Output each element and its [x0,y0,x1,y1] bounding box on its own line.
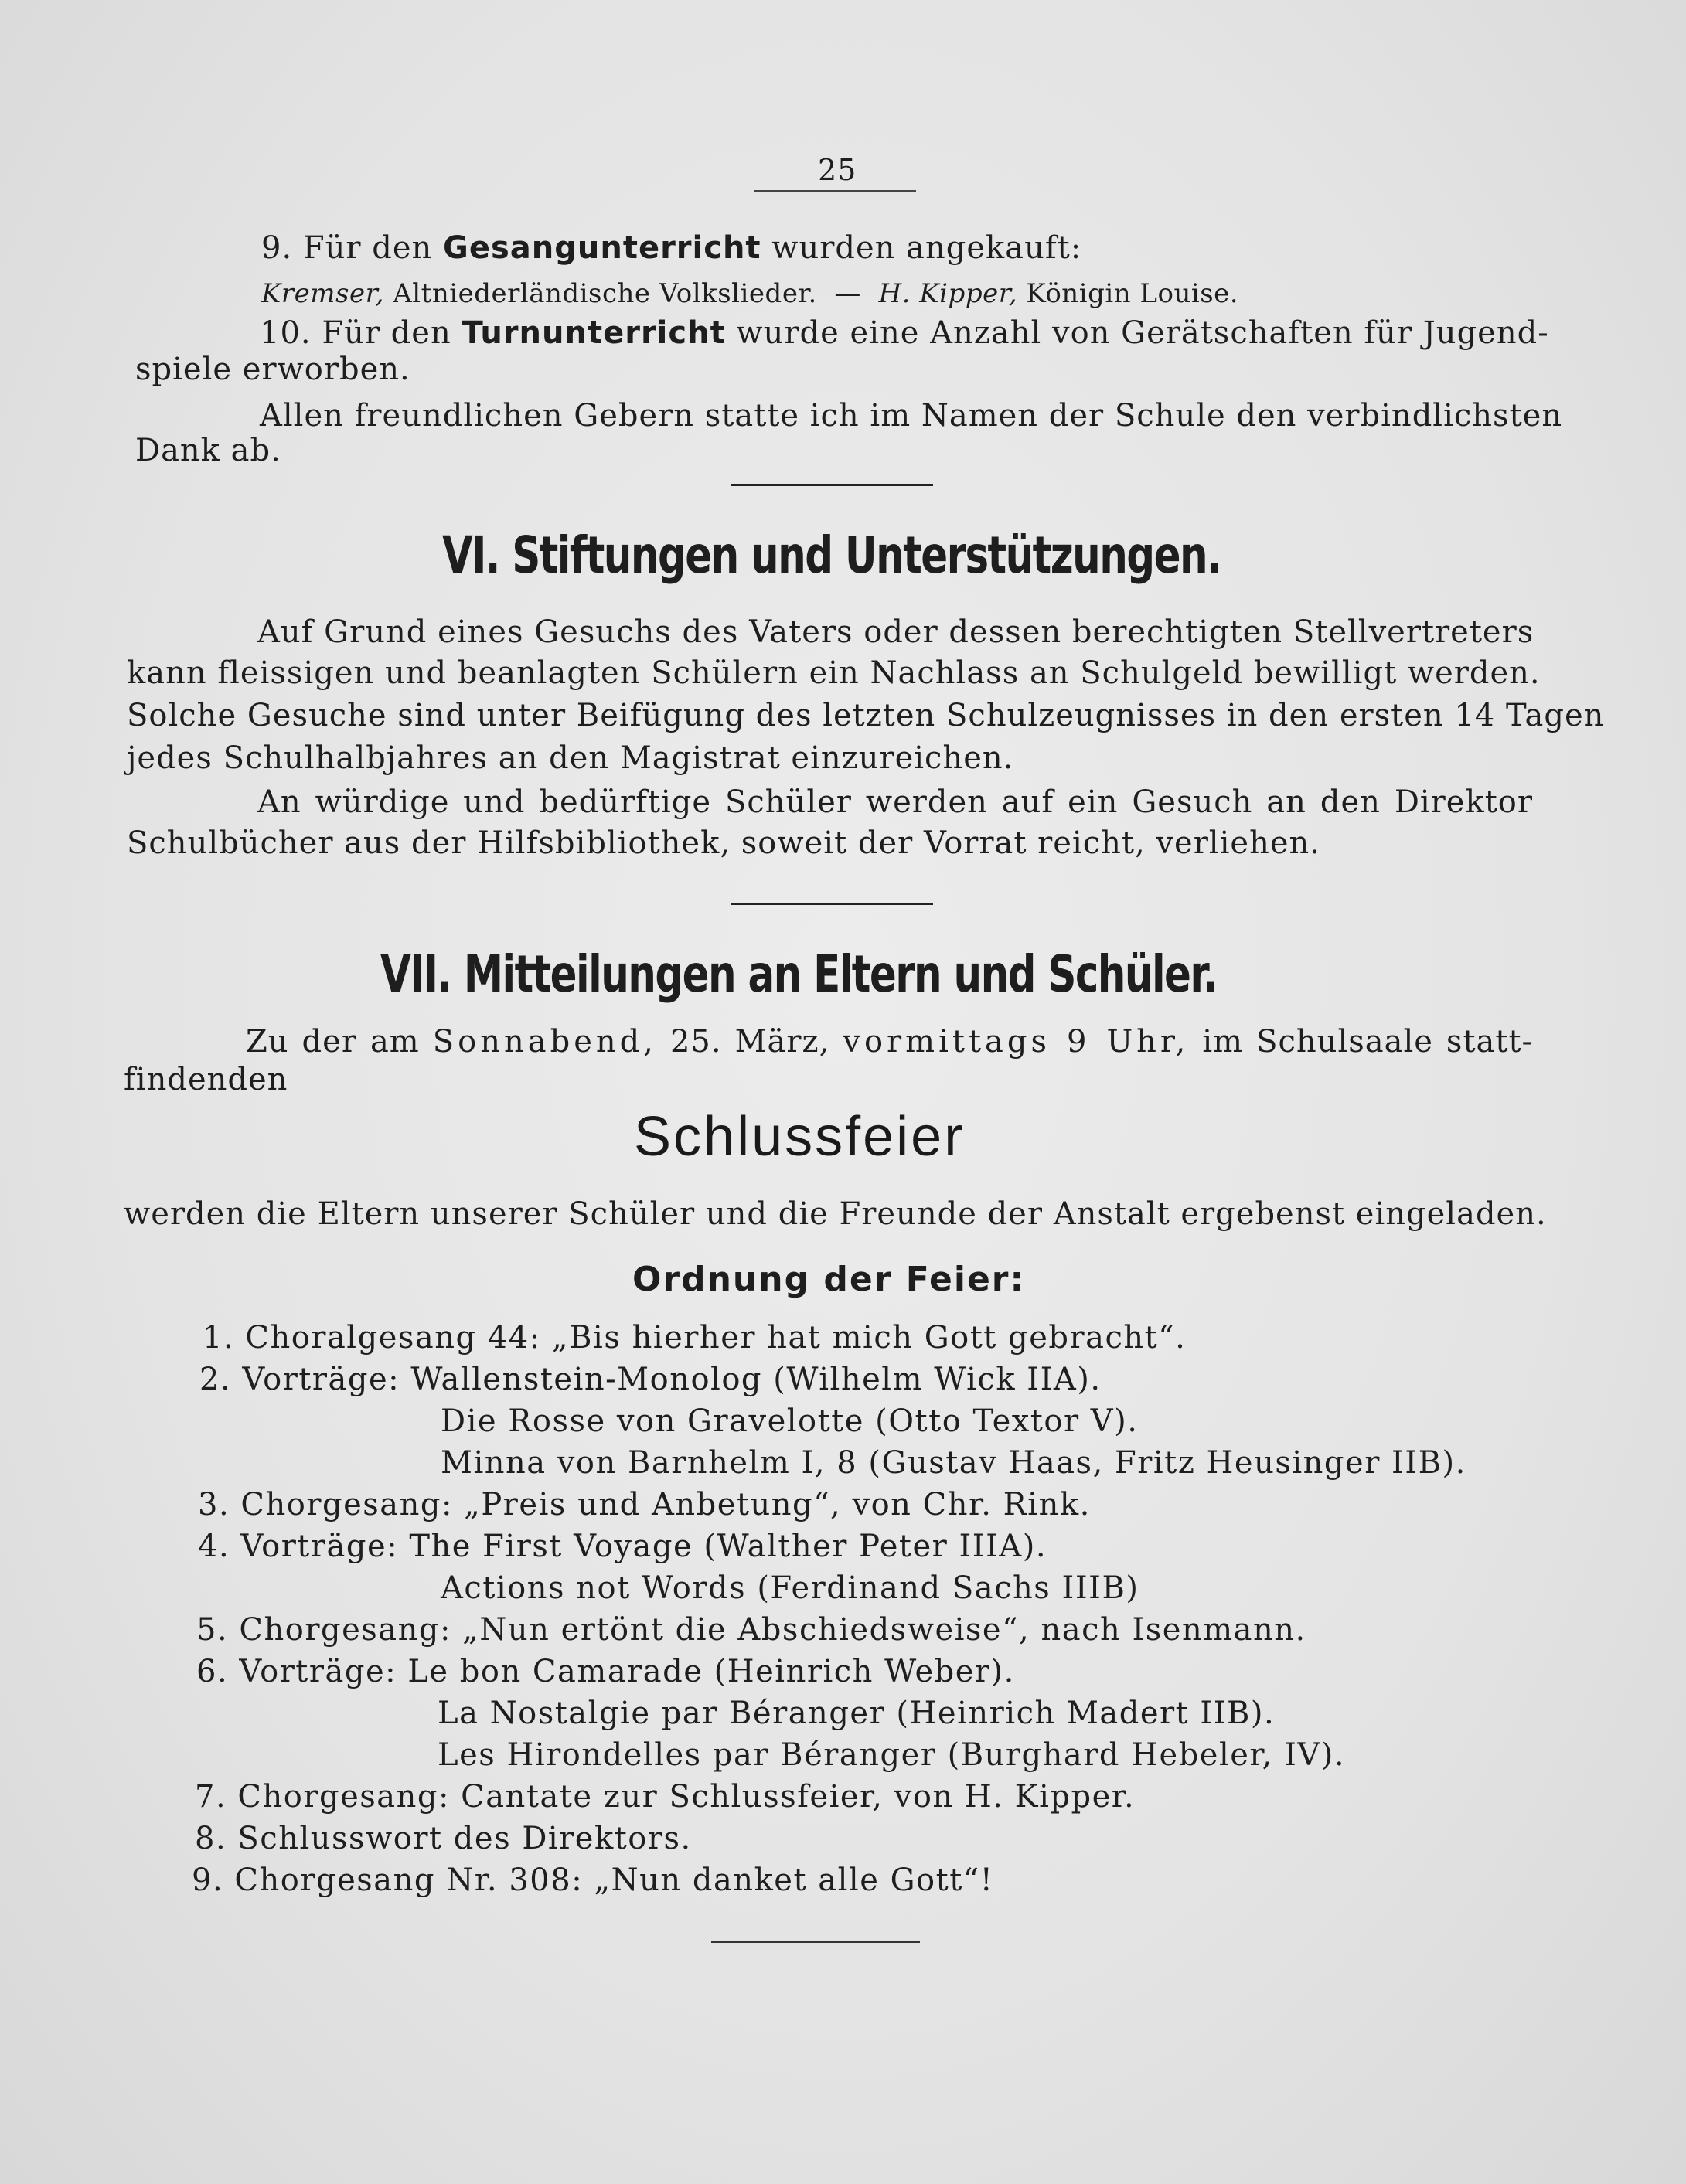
intro-part-2: im Schulsaale statt- [1202,1024,1534,1060]
intro-part-1: Zu der am [246,1024,420,1060]
program-item: Les Hirondelles par Béranger (Burghard Hebeler, IV). [438,1737,1346,1773]
section-7-intro-line2: findenden [124,1062,288,1097]
item-9-title-1: Altniederländische Volkslieder. [393,278,817,309]
section-divider-1 [731,484,933,486]
intro-time: vormittags 9 Uhr, [843,1024,1190,1060]
program-item: 2. Vorträge: Wallenstein-Monolog (Wilhelm Wick IIA). [199,1362,1102,1397]
program-item: 6. Vorträge: Le bon Camarade (Heinrich Weber). [196,1654,1015,1689]
section-6-para2-line2: Schulbücher aus der Hilfsbibliothek, soweit der Vorrat reicht, verliehen. [127,825,1320,861]
section-7-heading: VII. Mitteilungen an Eltern und Schüler. [380,944,1217,1004]
program-item: 4. Vorträge: The First Voyage (Walther Peter IIIA). [198,1529,1047,1564]
page-number: 25 [818,153,857,187]
item-9-separator: — [834,278,861,309]
invitation-line: werden die Eltern unserer Schüler und die Freunde der Anstalt ergebenst eingeladen. [124,1196,1547,1232]
program-item: 1. Choralgesang 44: „Bis hierher hat mich Gott gebracht“. [203,1320,1187,1356]
item-9-detail [261,278,1238,309]
section-6-para1-line2: kann fleissigen und beanlagten Schülern ein Nachlass an Schulgeld bewilligt werden. [127,655,1541,691]
program-item: 5. Chorgesang: „Nun ertönt die Abschiedsweise“, nach Isenmann. [196,1612,1306,1648]
section-7-intro-line1 [246,1024,1533,1060]
item-10-subject: Turnunterricht [462,315,726,351]
item-10-prefix: 10. Für den [260,315,451,351]
program-item: Die Rosse von Gravelotte (Otto Textor V). [441,1403,1139,1439]
item-9-suffix: wurden angekauft: [771,230,1082,266]
section-divider-2 [731,903,933,905]
section-6-para1-line3: Solche Gesuche sind unter Beifügung des letzten Schulzeugnisses in den ersten 14 Tagen [127,698,1605,733]
program-item: La Nostalgie par Béranger (Heinrich Madert IIB). [438,1696,1276,1731]
item-9-line [261,230,1081,266]
program-heading: Ordnung der Feier: [632,1260,1026,1299]
section-6-heading: VI. Stiftungen und Unterstützungen. [442,526,1221,585]
item-9-title-2: Königin Louise. [1026,278,1239,309]
event-title: Schlussfeier [634,1106,966,1168]
item-9-prefix: 9. Für den [261,230,433,266]
thanks-line-1: Allen freundlichen Gebern statte ich im Namen der Schule den verbindlichsten [260,398,1563,434]
item-10-suffix: wurde eine Anzahl von Gerätschaften für Jugend- [736,315,1549,351]
section-6-para1-line4: jedes Schulhalbjahres an den Magistrat einzureichen. [127,740,1014,776]
header-rule [754,190,916,192]
section-6-para2-line1: An würdige und bedürftige Schüler werden auf ein Gesuch an den Direktor [257,784,1533,820]
footer-rule [711,1941,920,1943]
thanks-line-2: Dank ab. [135,433,281,468]
section-6-para1-line1: Auf Grund eines Gesuchs des Vaters oder dessen berechtigten Stellvertreters [257,614,1534,650]
program-item: Actions not Words (Ferdinand Sachs IIIB) [441,1570,1139,1606]
item-9-author-1: Kremser, [261,278,384,309]
program-item: 3. Chorgesang: „Preis und Anbetung“, von Chr. Rink. [198,1487,1091,1522]
item-9-subject: Gesangunterricht [443,230,761,266]
program-item: 9. Chorgesang Nr. 308: „Nun danket alle Gott“! [192,1863,994,1898]
item-10-line-2: spiele erworben. [135,352,410,387]
program-item: 7. Chorgesang: Cantate zur Schlussfeier, von H. Kipper. [195,1779,1136,1815]
item-10-line [260,315,1549,351]
program-item: 8. Schlusswort des Direktors. [195,1821,692,1856]
item-9-author-2: H. Kipper, [878,278,1018,309]
program-item: Minna von Barnhelm I, 8 (Gustav Haas, Fritz Heusinger IIB). [441,1445,1466,1481]
intro-day: Sonnabend, [432,1024,657,1060]
intro-date: 25. März, [669,1024,830,1060]
